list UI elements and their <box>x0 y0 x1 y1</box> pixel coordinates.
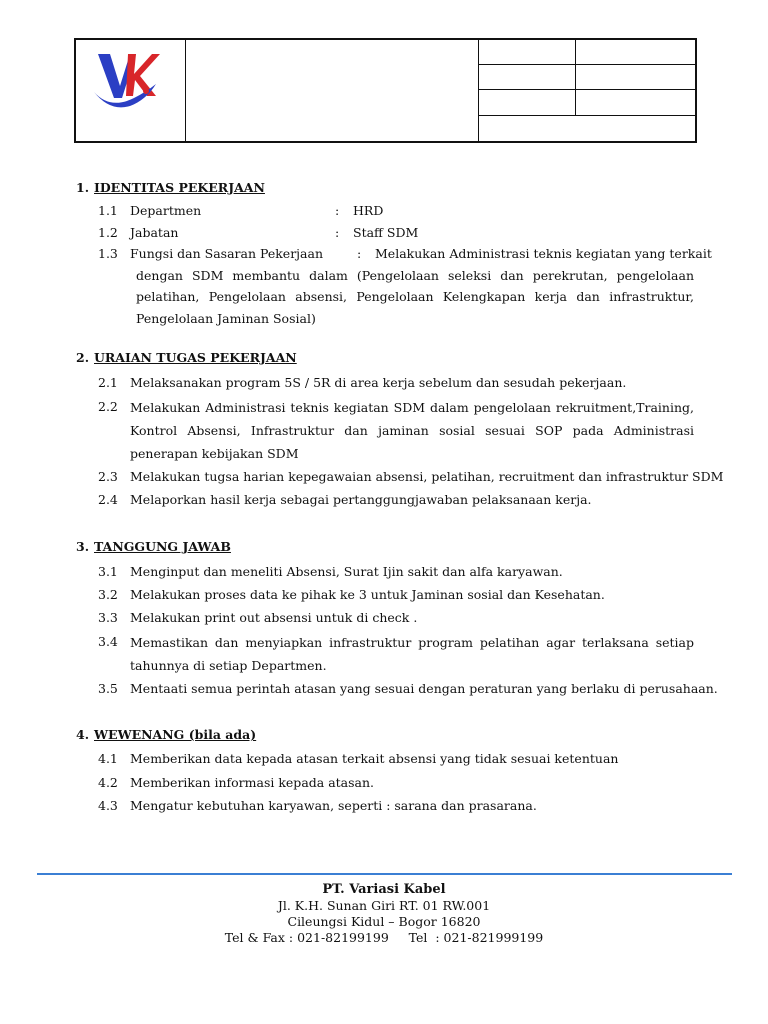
identity-colon: : <box>335 225 340 240</box>
footer-address-line-2: Cileungsi Kidul – Bogor 16820 <box>287 914 481 929</box>
logo-cell <box>76 40 186 141</box>
section-title: URAIAN TUGAS PEKERJAAN <box>94 350 297 365</box>
identity-label: Departmen <box>130 203 202 218</box>
section-title: WEWENANG (bila ada) <box>94 727 257 742</box>
info-row <box>479 116 695 141</box>
item-number: 4.1 <box>98 751 118 766</box>
item-number: 2.4 <box>98 492 118 507</box>
item-text: Memberikan informasi kepada atasan. <box>130 775 375 790</box>
item-number: 3.3 <box>98 610 118 625</box>
item-text: Melakukan proses data ke pihak ke 3 untuk Jaminan sosial dan Kesehatan. <box>130 587 605 602</box>
footer-divider <box>37 873 732 875</box>
item-text: Memberikan data kepada atasan terkait absensi yang tidak sesuai ketentuan <box>130 751 619 766</box>
item-number: 2.2 <box>98 399 118 414</box>
footer-contact: Tel & Fax : 021-82199199 Tel : 021-821999199 <box>224 930 544 945</box>
item-number: 1.3 <box>98 246 118 261</box>
fungsi-label: Fungsi dan Sasaran Pekerjaan <box>130 246 323 261</box>
info-label-cell <box>479 40 576 64</box>
identity-value: HRD <box>353 203 384 218</box>
list-item <box>98 631 694 677</box>
item-number: 3.2 <box>98 587 118 602</box>
item-number: 3.1 <box>98 564 118 579</box>
document-title-cell <box>186 40 479 141</box>
item-number: 3.5 <box>98 681 118 696</box>
info-label-cell <box>479 65 576 89</box>
section-number: 2. <box>76 350 90 365</box>
section-number: 3. <box>76 539 90 554</box>
info-row <box>479 90 695 116</box>
item-number: 4.3 <box>98 798 118 813</box>
section-title: IDENTITAS PEKERJAAN <box>94 180 265 195</box>
item-text: Melakukan tugsa harian kepegawaian absensi, pelatihan, recruitment dan infrastruktur SDM <box>130 469 724 484</box>
item-text: Melaksanakan program 5S / 5R di area kerja sebelum dan sesudah pekerjaan. <box>130 375 627 390</box>
item-text: Melakukan Administrasi teknis kegiatan SDM dalam pengelolaan rekruitment,Training, Kontrol Absensi, Infrastruktur dan jaminan sosial sesuai SOP pada Administrasi penerapan kebijakan SDM <box>130 400 694 461</box>
section-title: TANGGUNG JAWAB <box>94 539 231 554</box>
item-text: Melakukan print out absensi untuk di check . <box>130 610 418 625</box>
fungsi-item <box>98 243 712 329</box>
fungsi-colon: : <box>357 246 362 261</box>
item-number: 1.2 <box>98 225 118 240</box>
identity-value: Staff SDM <box>353 225 419 240</box>
identity-label: Jabatan <box>130 225 179 240</box>
item-number: 3.4 <box>98 634 118 649</box>
info-row <box>479 65 695 90</box>
footer-company-name: PT. Variasi Kabel <box>322 882 446 897</box>
fungsi-continuation: dengan SDM membantu dalam (Pengelolaan seleksi dan perekrutan, pengelolaan pelatihan, Pengelolaan absensi, Pengelolaan Kelengkapan kerja dan infrastruktur, Pengelolaan Jaminan Sosial) <box>136 267 694 326</box>
company-logo <box>76 40 186 141</box>
item-text: Melaporkan hasil kerja sebagai pertanggungjawaban pelaksanaan kerja. <box>130 492 592 507</box>
item-text: Mengatur kebutuhan karyawan, seperti : sarana dan prasarana. <box>130 798 537 813</box>
company-footer <box>0 882 768 946</box>
identity-colon: : <box>335 203 340 218</box>
list-item <box>98 396 694 462</box>
item-text: Mentaati semua perintah atasan yang sesuai dengan peraturan yang berlaku di perusahaan. <box>130 681 718 696</box>
info-label-cell <box>479 90 576 115</box>
item-text: Menginput dan meneliti Absensi, Surat Ijin sakit dan alfa karyawan. <box>130 564 563 579</box>
item-number: 1.1 <box>98 203 118 218</box>
fungsi-first-line: Melakukan Administrasi teknis kegiatan yang terkait <box>375 246 712 261</box>
item-number: 2.3 <box>98 469 118 484</box>
item-number: 2.1 <box>98 375 118 390</box>
footer-address-line-1: Jl. K.H. Sunan Giri RT. 01 RW.001 <box>277 898 491 913</box>
identity-row <box>98 200 694 221</box>
document-info-grid <box>479 40 695 141</box>
identity-row <box>98 222 694 243</box>
document-header-table <box>74 38 697 143</box>
section-number: 1. <box>76 180 90 195</box>
item-text: Memastikan dan menyiapkan infrastruktur program pelatihan agar terlaksana setiap tahunnya di setiap Departmen. <box>130 635 694 673</box>
item-number: 4.2 <box>98 775 118 790</box>
info-row <box>479 40 695 65</box>
section-number: 4. <box>76 727 90 742</box>
